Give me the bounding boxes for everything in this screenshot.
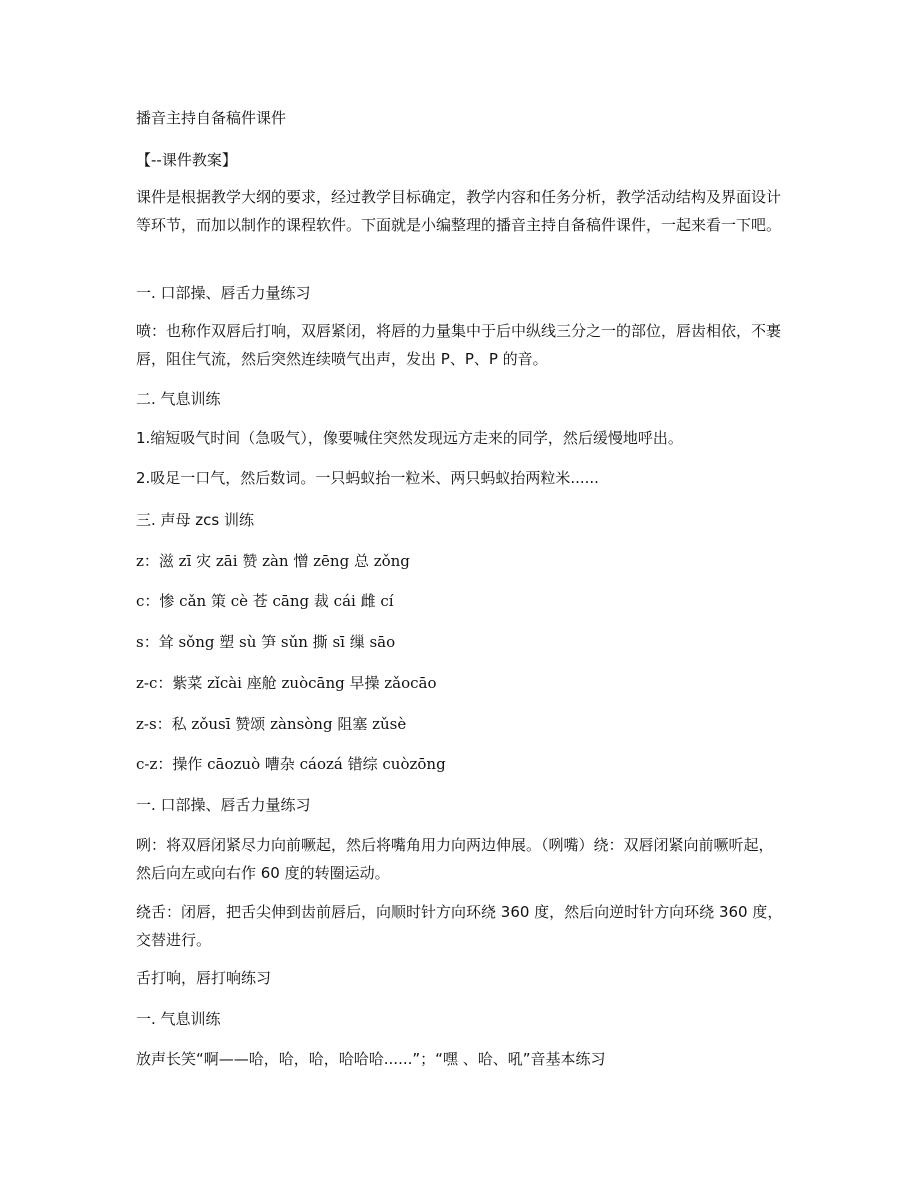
- pinyin-line-s: s：耸 sǒng 塑 sù 笋 sǔn 撕 sī 缫 sāo: [136, 633, 396, 651]
- section-heading: 二. 气息训练: [136, 390, 221, 408]
- paragraph: 2.吸足一口气，然后数词。一只蚂蚁抬一粒米、两只蚂蚁抬两粒米......: [136, 469, 599, 487]
- paragraph: 咧：将双唇闭紧尽力向前噘起，然后将嘴角用力向两边伸展。（咧嘴）绕：双唇闭紧向前噘听起，然后向左或向右作 60 度的转圈运动。: [136, 836, 774, 882]
- pinyin-line-z: z：滋 zī 灾 zāi 赞 zàn 憎 zēng 总 zǒng: [136, 552, 410, 570]
- document-subtitle: 【--课件教案】: [136, 151, 237, 169]
- pinyin-line-z-c: z-c：紫菜 zǐcài 座舱 zuòcāng 早操 zǎocāo: [136, 674, 437, 692]
- document-title: 播音主持自备稿件课件: [136, 109, 287, 127]
- section-heading: 一. 气息训练: [136, 1010, 221, 1028]
- pinyin-line-z-s: z-s：私 zǒusī 赞颂 zànsòng 阻塞 zǔsè: [136, 715, 407, 733]
- paragraph: 喷：也称作双唇后打响，双唇紧闭，将唇的力量集中于后中纵线三分之一的部位，唇齿相依，不裹唇，阻住气流，然后突然连续喷气出声，发出 P、P、P 的音。: [136, 322, 782, 368]
- intro-paragraph: 课件是根据教学大纲的要求，经过教学目标确定，教学内容和任务分析，教学活动结构及界面设计等环节，而加以制作的课程软件。下面就是小编整理的播音主持自备稿件课件，一起来看一下吧。: [136, 188, 782, 234]
- pinyin-line-c-z: c-z：操作 cāozuò 嘈杂 cáozá 错综 cuòzōng: [136, 755, 446, 773]
- pinyin-line-c: c：惨 cǎn 策 cè 苍 cāng 裁 cái 雌 cí: [136, 592, 394, 610]
- paragraph: 1.缩短吸气时间（急吸气），像要喊住突然发现远方走来的同学，然后缓慢地呼出。: [136, 429, 683, 447]
- section-heading: 一. 口部操、唇舌力量练习: [136, 796, 311, 814]
- section-heading: 一. 口部操、唇舌力量练习: [136, 284, 311, 302]
- section-heading: 三. 声母 zcs 训练: [136, 511, 255, 529]
- paragraph: 放声长笑“啊——哈，哈，哈，哈哈哈......”；“嘿 、哈、吼”音基本练习: [136, 1050, 606, 1068]
- paragraph: 绕舌：闭唇，把舌尖伸到齿前唇后，向顺时针方向环绕 360 度，然后向逆时针方向环绕 360 度，交替进行。: [136, 903, 783, 949]
- section-heading: 舌打响，唇打响练习: [136, 969, 272, 987]
